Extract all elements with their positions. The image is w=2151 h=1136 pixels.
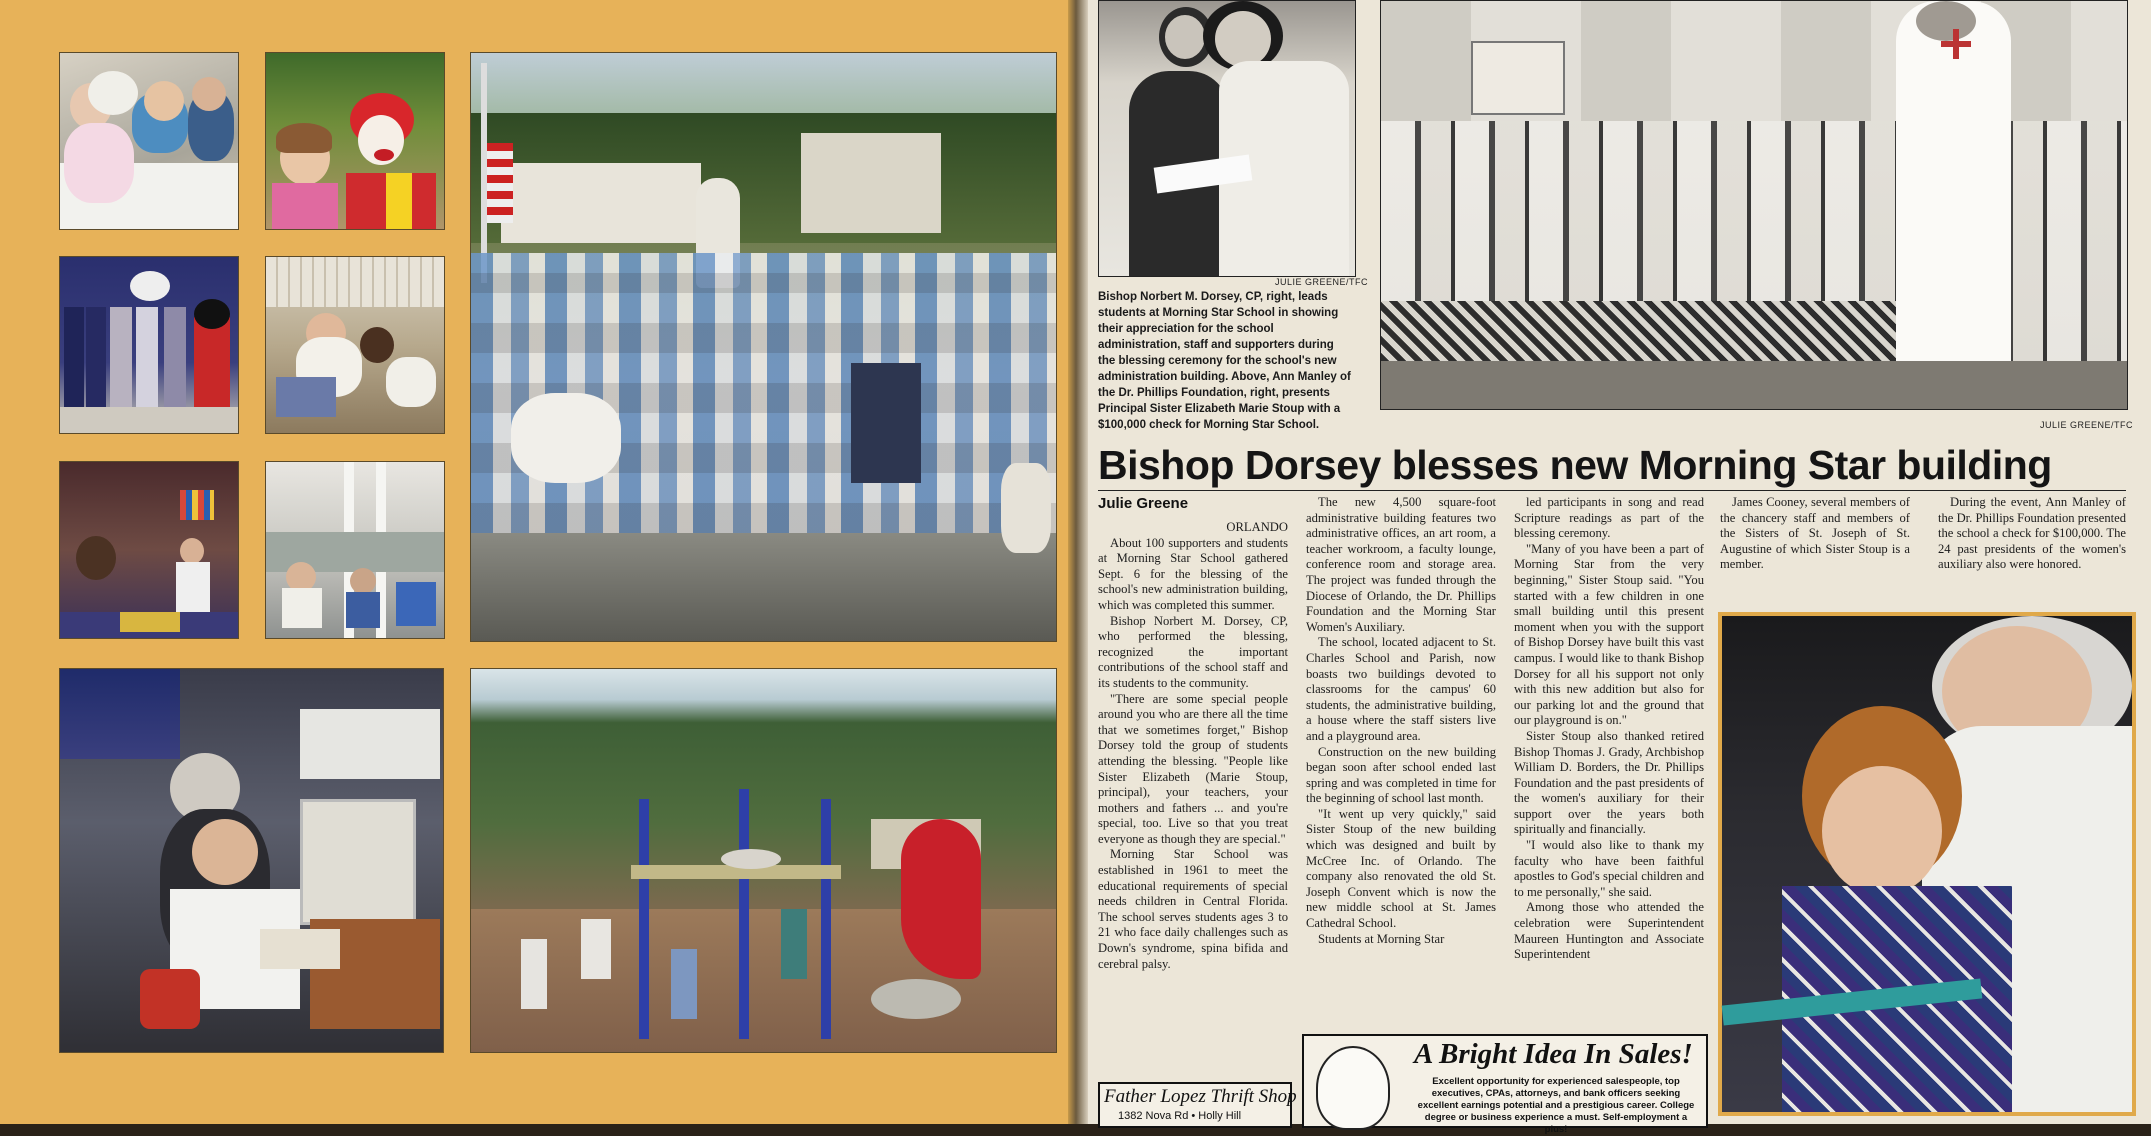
article-paragraph: Morning Star School was established in 1961 to meet the educational requirements of special needs children in Central Florida. The school serves students ages 3 to 21 who face daily challenges such as Down's syndrome, spina bifida and cerebral palsy.	[1098, 847, 1288, 971]
article-paragraph: Students at Morning Star	[1318, 931, 1445, 946]
photo-sister-reading-with-student	[1718, 612, 2136, 1116]
article-dateline: ORLANDO	[1226, 520, 1288, 534]
ad-thrift-address: 1382 Nova Rd • Holly Hill	[1118, 1110, 1242, 1122]
ad-sales-opportunity	[1302, 1034, 1708, 1135]
article-paragraph: Construction on the new building began soon after school ended last spring and was completed in time for the beginning of school last month.	[1306, 744, 1496, 806]
ad-sales-text: Excellent opportunity for experienced salespeople, top executives, CPAs, attorneys, and bank officers seeking excellent earnings potential and a prestigious career. College degree or business experience a must. Self-employment a plus!	[1417, 1076, 1695, 1135]
left-photo-page	[0, 0, 1068, 1124]
photo-credit-right: JULIE GREENE/TFC	[2040, 420, 2134, 430]
article-paragraph: Sister Stoup also thanked retired Bishop Thomas J. Grady, Archbishop William D. Borders, the Dr. Phillips Foundation and the past presidents of the women's auxiliary for their support over the years both spiritually and financially.	[1514, 728, 1704, 837]
page-gutter	[1068, 0, 1088, 1124]
ad-thrift-shop	[1098, 1082, 1297, 1128]
ad-sales-title: A Bright Idea In Sales!	[1414, 1038, 1693, 1070]
article-paragraph: The school, located adjacent to St. Charles School and Parish, now boasts two buildings devoted to classrooms for the campus' 60 students, the administrative building, a house where the staff sisters live and a playground area.	[1306, 635, 1496, 743]
photo-check-presentation	[1098, 0, 1356, 277]
photo-caption: Bishop Norbert M. Dorsey, CP, right, leads students at Morning Star School in showing their appreciation for the school administration, staff and supporters during the blessing ceremony for the school's new administration building. Above, Ann Manley of the Dr. Phillips Foundation, right, presents Principal Sister Elizabeth Marie Stoup with a $100,000 check for Morning Star School.	[1098, 291, 1351, 431]
photo-classroom-mascot	[59, 461, 239, 639]
photo-credit-left: JULIE GREENE/TFC	[1275, 277, 1369, 287]
article-column-1	[1098, 520, 1288, 972]
photo-seniors-at-table	[59, 52, 239, 230]
ad-thrift-title: Father Lopez Thrift Shop	[1104, 1086, 1297, 1107]
article-paragraph: "It went up very quickly," said Sister Stoup of the new building which was designed and built by McCree Inc. of Orlando. The company also renovated the old St. Joseph Convent which is now the new middle school at St. James Cathedral School.	[1306, 806, 1496, 931]
article-paragraph: Among those who attended the celebration were Superintendent Maureen Huntington and Associate Superintendent	[1514, 900, 1704, 962]
photo-kids-on-patio	[265, 461, 445, 639]
article-headline: Bishop Dorsey blesses new Morning Star building	[1098, 442, 2052, 488]
article-paragraph: During the event, Ann Manley of the Dr. Phillips Foundation presented the school a check for $100,000. The 24 past presidents of the women's auxiliary also were honored.	[1938, 495, 2126, 572]
article-column-4	[1720, 495, 1910, 573]
article-paragraph: "Many of you have been a part of Morning Star from the very beginning," Sister Stoup said. "You started with a few children in one small building until this present moment when you with the support of Bishop Dorsey have built this vast campus. I would like to thank Bishop Dorsey for all his support not only with this new addition but also for our parking lot and the ground that our playground is on."	[1514, 541, 1704, 728]
article-paragraph: "There are some special people around you who are there all the time that we sometimes forget," Bishop Dorsey told the group of students attending the blessing. "People like Sister Elizabeth (Marie Stoup, principal), your teachers, your mothers and fathers ... and you're special, too. Live so that you treat everyone as though they are special."	[1098, 691, 1288, 846]
photo-bishop-blessing-students	[1380, 0, 2128, 410]
photo-kids-indoor-play	[265, 256, 445, 434]
headline-rule	[1098, 490, 2126, 491]
article-paragraph: Bishop Norbert M. Dorsey, CP, who performed the blessing, recognized the important contributions of the school staff and its students to the community.	[1098, 613, 1288, 690]
article-column-2	[1306, 495, 1496, 947]
lightbulb-icon	[1316, 1046, 1390, 1130]
article-paragraph: "I would also like to thank my faculty who have been faithful apostles to God's special children and to me personally," she said.	[1514, 838, 1704, 899]
article-column-5	[1938, 495, 2126, 573]
article-paragraph: James Cooney, several members of the chancery staff and members of the Sisters of St. Joseph of St. Augustine of which Sister Stoup is a member.	[1720, 495, 1910, 572]
photo-student-group-outside	[470, 52, 1057, 642]
photo-mickey-mouse-awards	[59, 256, 239, 434]
photo-child-with-clown	[265, 52, 445, 230]
article-byline: Julie Greene	[1098, 495, 1189, 512]
photo-computer-lab	[59, 668, 444, 1053]
article-column-3	[1514, 495, 1704, 963]
photo-playground-construction	[470, 668, 1057, 1053]
article-paragraph: led participants in song and read Scripture readings as part of the blessing ceremony.	[1514, 495, 1704, 541]
article-paragraph: The new 4,500 square-foot administrative building features two administrative offices, an art room, a teacher workroom, a faculty lounge, conference room and storage area. The project was funded through the Diocese of Orlando, the Dr. Phillips Foundation and the Morning Star Women's Auxiliary.	[1306, 495, 1496, 634]
article-paragraph: About 100 supporters and students at Morning Star School gathered Sept. 6 for the blessing of the school's new administration building, which was completed this summer.	[1098, 535, 1288, 612]
